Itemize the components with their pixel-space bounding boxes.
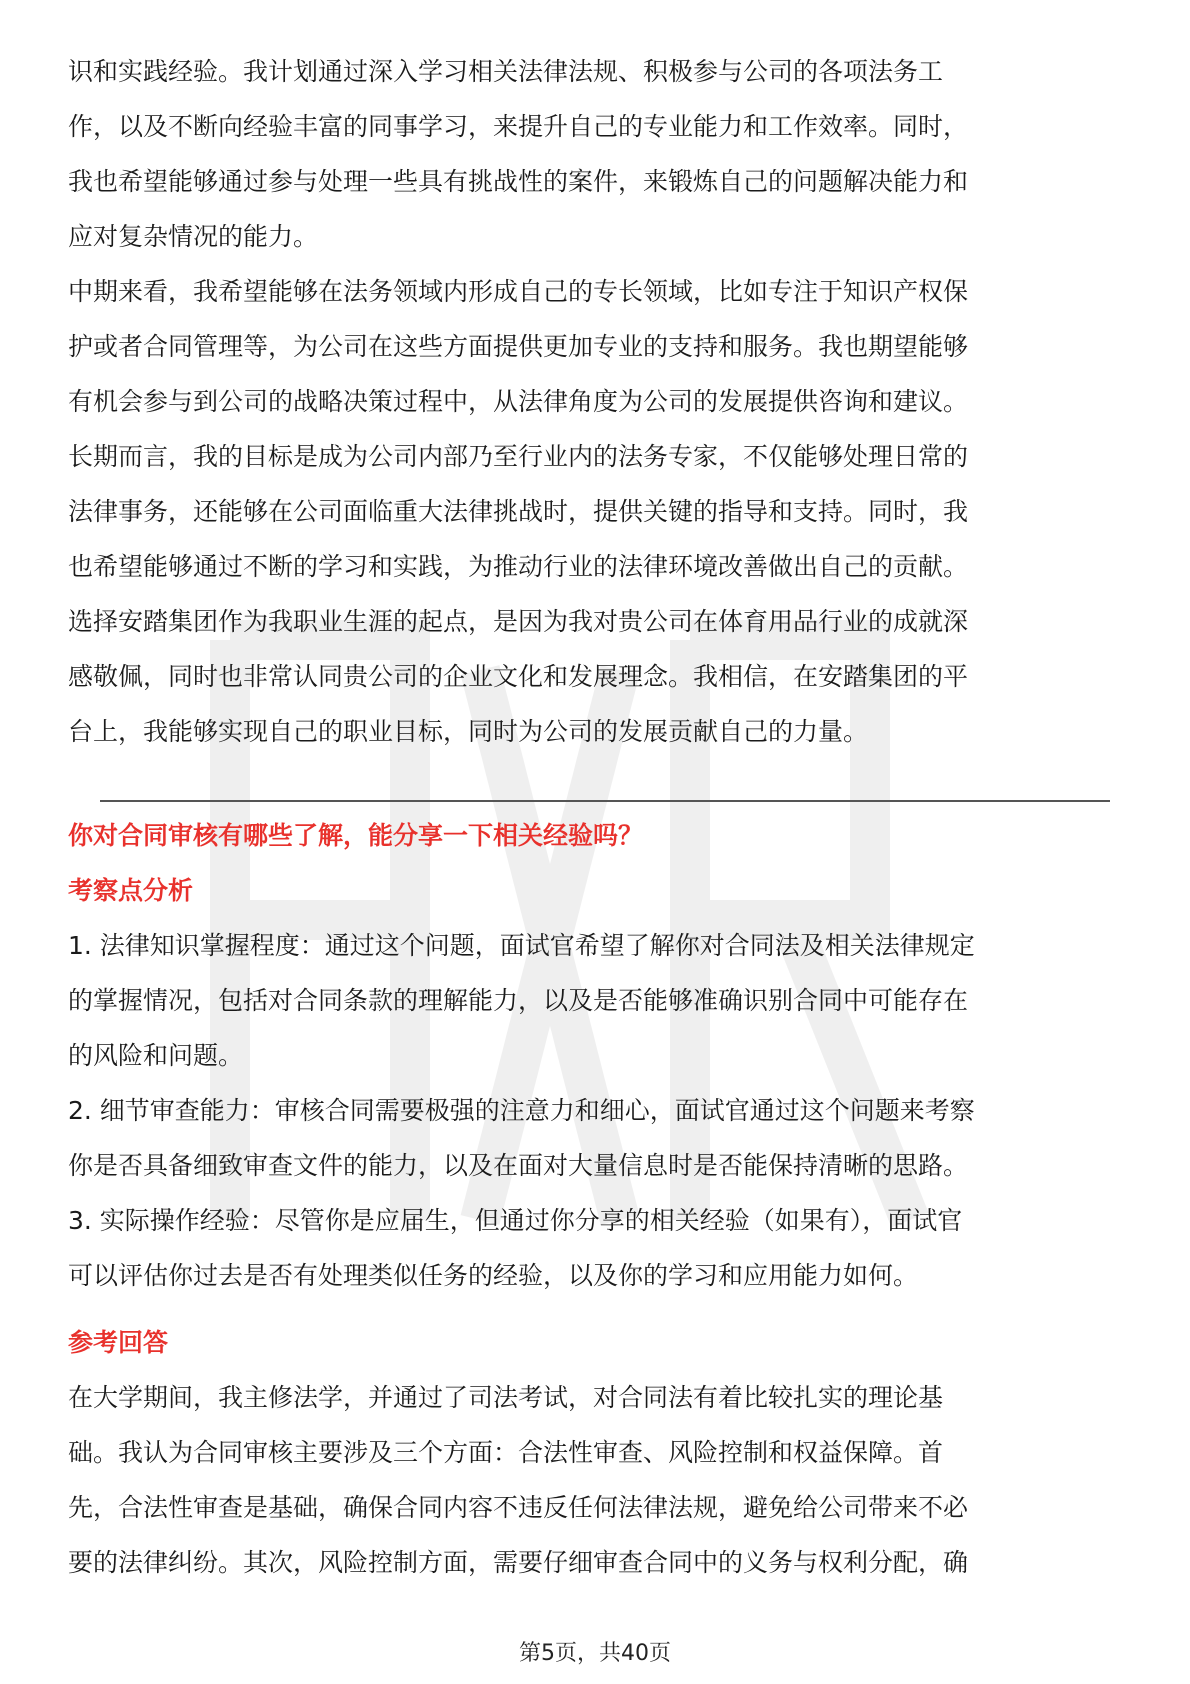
page-number: 第5页，共40页: [519, 1641, 671, 1666]
analysis-line: 可以评估你过去是否有处理类似任务的经验，以及你的学习和应用能力如何。: [68, 1261, 919, 1290]
answer-line: 在大学期间，我主修法学，并通过了司法考试，对合同法有着比较扎实的理论基: [68, 1383, 944, 1412]
answer-heading: 参考回答: [68, 1328, 169, 1357]
analysis-line: 1. 法律知识掌握程度：通过这个问题，面试官希望了解你对合同法及相关法律规定: [68, 931, 975, 960]
text-line: 我也希望能够通过参与处理一些具有挑战性的案件，来锻炼自己的问题解决能力和: [68, 167, 969, 196]
text-line: 感敬佩，同时也非常认同贵公司的企业文化和发展理念。我相信，在安踏集团的平: [68, 662, 969, 691]
analysis-line: 3. 实际操作经验：尽管你是应届生，但通过你分享的相关经验（如果有），面试官: [68, 1206, 963, 1235]
text-line: 台上，我能够实现自己的职业目标，同时为公司的发展贡献自己的力量。: [68, 717, 869, 746]
text-line: 长期而言，我的目标是成为公司内部乃至行业内的法务专家，不仅能够处理日常的: [68, 442, 969, 471]
analysis-line: 的风险和问题。: [68, 1041, 244, 1070]
question-heading: 你对合同审核有哪些了解，能分享一下相关经验吗？: [68, 821, 644, 850]
text-line: 有机会参与到公司的战略决策过程中，从法律角度为公司的发展提供咨询和建议。: [68, 387, 969, 416]
text-line: 选择安踏集团作为我职业生涯的起点，是因为我对贵公司在体育用品行业的成就深: [68, 607, 969, 636]
answer-line: 要的法律纠纷。其次，风险控制方面，需要仔细审查合同中的义务与权利分配，确: [68, 1548, 969, 1577]
analysis-line: 的掌握情况，包括对合同条款的理解能力，以及是否能够准确识别合同中可能存在: [68, 986, 969, 1015]
text-line: 也希望能够通过不断的学习和实践，为推动行业的法律环境改善做出自己的贡献。: [68, 552, 969, 581]
text-line: 作，以及不断向经验丰富的同事学习，来提升自己的专业能力和工作效率。同时，: [68, 112, 969, 141]
body-text: [68, 44, 1123, 759]
answer-line: 先，合法性审查是基础，确保合同内容不违反任何法律法规，避免给公司带来不必: [68, 1493, 969, 1522]
question-section: [68, 808, 1123, 1590]
text-line: 法律事务，还能够在公司面临重大法律挑战时，提供关键的指导和支持。同时，我: [68, 497, 969, 526]
analysis-heading: 考察点分析: [68, 876, 194, 905]
answer-line: 础。我认为合同审核主要涉及三个方面：合法性审查、风险控制和权益保障。首: [68, 1438, 944, 1467]
text-line: 应对复杂情况的能力。: [68, 222, 319, 251]
analysis-line: 你是否具备细致审查文件的能力，以及在面对大量信息时是否能保持清晰的思路。: [68, 1151, 969, 1180]
text-line: 中期来看，我希望能够在法务领域内形成自己的专长领域，比如专注于知识产权保: [68, 277, 969, 306]
text-line: 识和实践经验。我计划通过深入学习相关法律法规、积极参与公司的各项法务工: [68, 57, 944, 86]
text-line: 护或者合同管理等，为公司在这些方面提供更加专业的支持和服务。我也期望能够: [68, 332, 969, 361]
section-divider: [100, 800, 1110, 802]
analysis-line: 2. 细节审查能力：审核合同需要极强的注意力和细心，面试官通过这个问题来考察: [68, 1096, 975, 1125]
